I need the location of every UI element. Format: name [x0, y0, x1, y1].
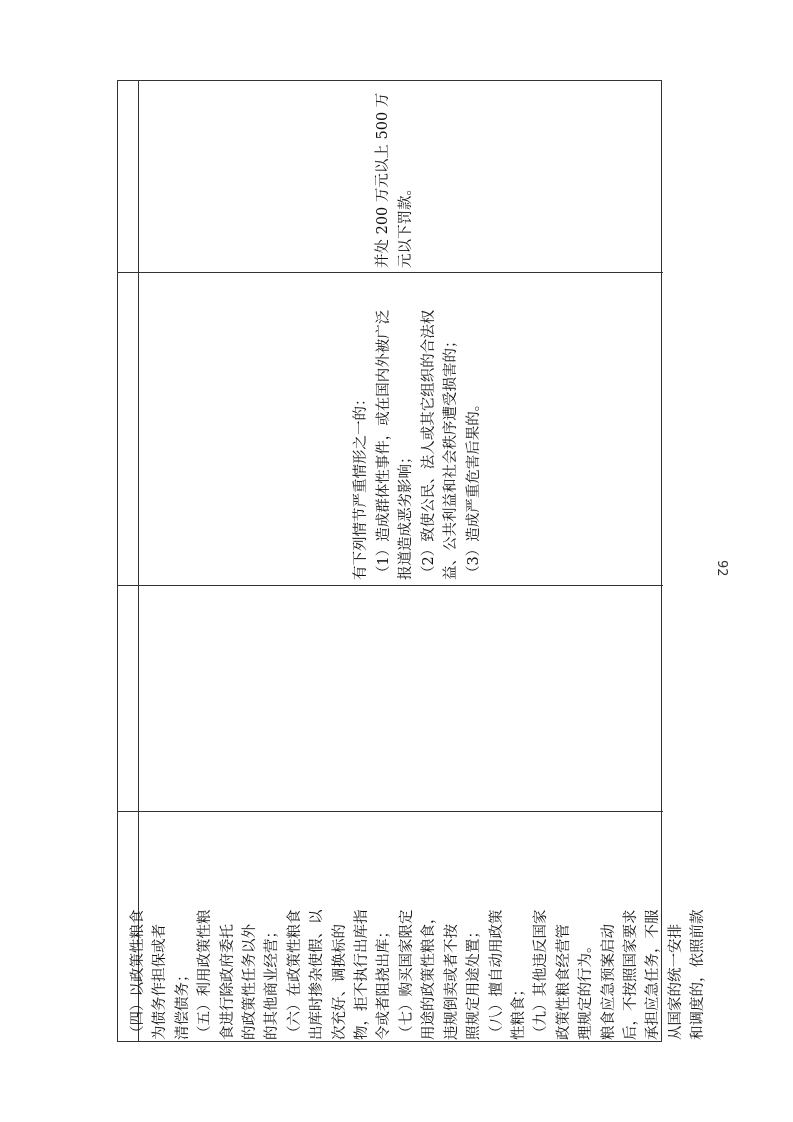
text-line: 令或者阻挠出库；	[376, 924, 393, 1040]
text-line: 粮食应急预案启动	[600, 924, 617, 1040]
text-line: 承担应急任务，不服	[645, 909, 662, 1040]
text-line: 政策性粮食经营管	[555, 924, 572, 1040]
text-line: （八）擅自动用政策	[488, 909, 505, 1040]
text-line: 的其他商业经营；	[264, 924, 281, 1040]
text-line: 和调度的，依照前款	[690, 909, 707, 1040]
text-line: （五）利用政策性粮	[197, 909, 214, 1040]
text-line: 从国家的统一安排	[667, 924, 684, 1040]
text-line: 物，拒不执行出库指	[354, 909, 371, 1040]
violation-list-cell	[127, 810, 710, 1040]
text-line: （七）购买国家限定	[398, 909, 415, 1040]
text-line: 理规定的行为。	[578, 938, 595, 1040]
text-line: （六）在政策性粮食	[286, 909, 303, 1040]
severity-criteria-cell	[350, 280, 485, 580]
text-line: 后，不按照国家要求	[622, 909, 639, 1040]
table-divider	[118, 585, 663, 586]
text-line: 并处 200 万元以上 500 万	[375, 92, 391, 268]
text-line: （1）造成群体性事件，或在国内外被广泛	[375, 309, 392, 580]
text-line: 元以下罚款。	[397, 181, 414, 268]
text-line: （四）以政策性粮食	[130, 909, 146, 1040]
text-line: 违规倒卖或者不按	[443, 924, 460, 1040]
text-line: 的政策性任务以外	[242, 924, 259, 1040]
text-line: 用途的政策性粮食，	[421, 909, 438, 1040]
text-line: 为债务作担保或者	[152, 924, 169, 1040]
table-divider	[118, 272, 663, 273]
text-line: 清偿债务；	[174, 967, 191, 1040]
text-line: 有下列情节严重情形之一的：	[353, 391, 369, 580]
penalty-amount-cell	[372, 83, 417, 268]
text-line: （2）致使公民、法人或其它组织的合法权	[420, 309, 437, 580]
text-line: （3）造成严重危害后果的。	[465, 396, 482, 580]
text-line: 次充好、调换标的	[331, 924, 348, 1040]
text-line: （九）其他违反国家	[533, 909, 550, 1040]
text-line: 出库时掺杂使假、以	[309, 909, 326, 1040]
text-line: 报道造成恶劣影响；	[398, 449, 414, 580]
page-number: 92	[714, 560, 729, 577]
text-line: 食进行除政府委托	[219, 924, 236, 1040]
text-line: 照规定用途处置；	[466, 924, 483, 1040]
text-line: 益、公共利益和社会秩序遭受损害的；	[443, 333, 459, 580]
text-line: 性粮食；	[510, 982, 527, 1040]
